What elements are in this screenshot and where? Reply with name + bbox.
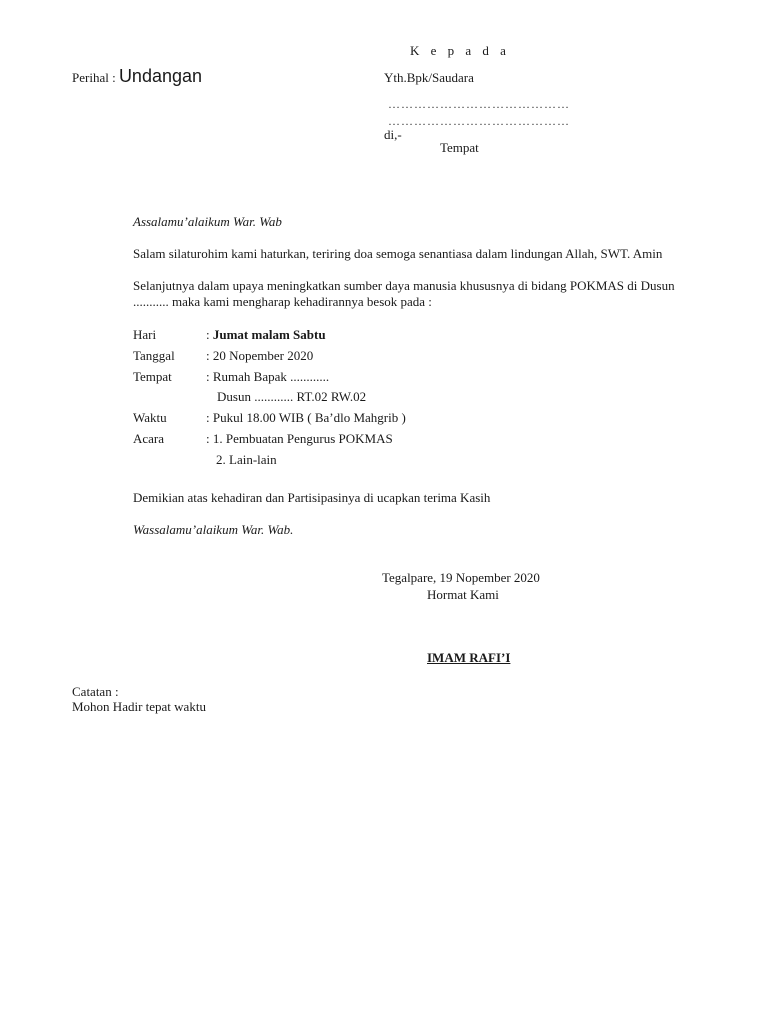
detail-value-tempat: Rumah Bapak ............	[212, 369, 330, 384]
detail-value-hari: Jumat malam Sabtu	[212, 327, 326, 342]
perihal-line	[72, 68, 202, 86]
greeting: Assalamu’alaikum War. Wab	[133, 214, 282, 229]
recipient-dots-1: ……………………………………	[388, 97, 570, 111]
paragraph-selanjutnya: Selanjutnya dalam upaya meningkatkan sumber daya manusia khususnya di bidang POKMAS di Dusun ........... maka kami mengharap kehadirannya besok pada :	[133, 278, 675, 309]
detail-label-waktu: Waktu	[133, 410, 167, 425]
detail-row-acara-2	[216, 452, 277, 468]
paragraph-salam: Salam silaturohim kami haturkan, teriring doa semoga senantiasa dalam lindungan Allah, SWT. Amin	[133, 246, 663, 261]
detail-label-tempat: Tempat	[133, 369, 172, 384]
recipient-dots-2: ……………………………………	[388, 114, 570, 128]
detail-row-tempat-2	[217, 389, 366, 405]
closing-demikian: Demikian atas kehadiran dan Partisipasinya di ucapkan terima Kasih	[133, 490, 491, 505]
detail-value-tanggal: 20 Nopember 2020	[212, 348, 314, 363]
detail-label-tanggal: Tanggal	[133, 348, 175, 363]
perihal-value: Undangan	[118, 66, 203, 86]
detail-row-waktu: Waktu : Pukul 18.00 WIB ( Ba’dlo Mahgrib )	[133, 410, 406, 425]
place-date: Tegalpare, 19 Nopember 2020	[382, 570, 540, 585]
perihal-label: Perihal :	[72, 70, 116, 85]
detail-value-acara: 1. Pembuatan Pengurus POKMAS	[212, 431, 393, 446]
detail-row-tanggal: Tanggal : 20 Nopember 2020	[133, 348, 314, 363]
detail-label-acara: Acara	[133, 431, 165, 446]
signer-name: IMAM RAFI’I	[427, 650, 511, 665]
recipient-line: Yth.Bpk/Saudara	[384, 70, 474, 85]
detail-row-acara: Acara : 1. Pembuatan Pengurus POKMAS	[133, 431, 393, 446]
detail-row-tempat: Tempat : Rumah Bapak ............	[133, 369, 330, 384]
detail-label-hari: Hari	[133, 327, 157, 342]
recipient-di: di,-	[384, 127, 402, 142]
note-label: Catatan :	[72, 684, 119, 699]
note-text: Mohon Hadir tepat waktu	[72, 699, 206, 714]
recipient-tempat: Tempat	[440, 140, 479, 155]
hormat-kami: Hormat Kami	[427, 587, 499, 602]
detail-value-acara-2: 2. Lain-lain	[216, 452, 277, 467]
detail-value-waktu: Pukul 18.00 WIB ( Ba’dlo Mahgrib )	[212, 410, 406, 425]
closing-wassalam: Wassalamu’alaikum War. Wab.	[133, 522, 294, 537]
detail-value-tempat-2: Dusun ............ RT.02 RW.02	[217, 389, 367, 404]
kepada-heading: K e p a d a	[410, 43, 510, 58]
detail-row-hari: Hari : Jumat malam Sabtu	[133, 327, 326, 342]
